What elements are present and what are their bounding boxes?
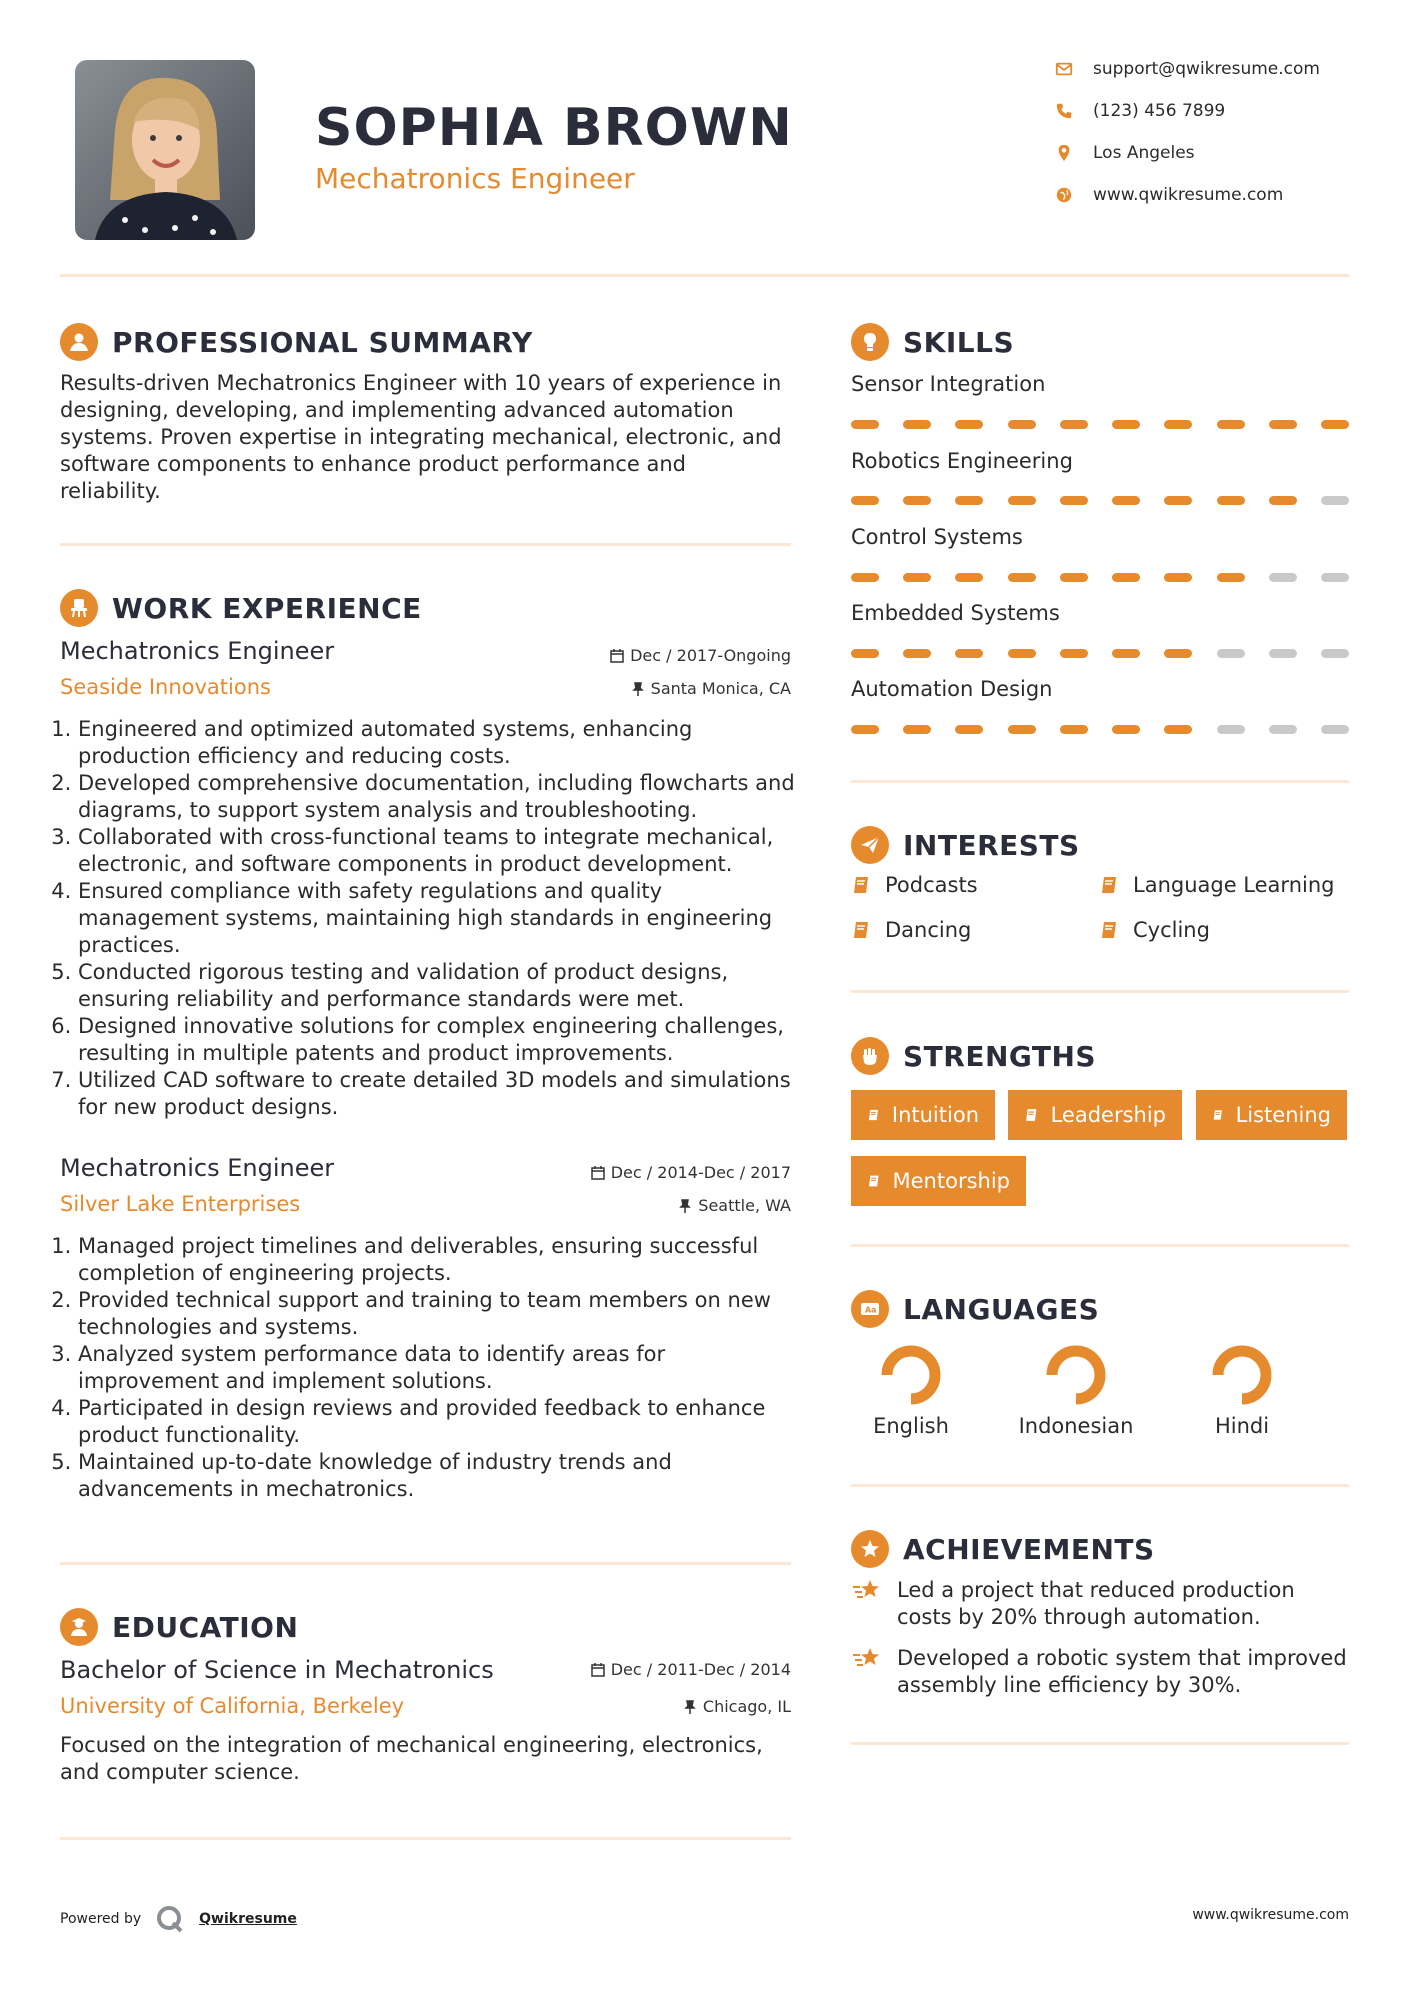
skill-dash-empty [1321,496,1349,505]
lightbulb-icon [851,323,889,361]
interest-item [851,918,971,942]
skill-name: Automation Design [851,677,1053,701]
contact-location [1055,143,1195,163]
skills-heading [851,323,1014,361]
experience-heading [60,589,422,627]
header-divider [60,274,1349,277]
strengths-heading [851,1037,1096,1075]
language-proficiency-arc [1052,1351,1100,1399]
summary-line: designing, developing, and implementing advanced automation [60,398,734,422]
book-icon [1212,1105,1224,1125]
interest-item [1099,918,1210,942]
skill-dash-filled [955,649,983,658]
qwikresume-link[interactable]: Qwikresume [199,1911,297,1927]
skill-level-bar [851,725,1349,735]
skill-dash-filled [1112,496,1140,505]
skill-dash-filled [1321,420,1349,429]
interest-label: Cycling [1133,918,1210,942]
list-item: 1. Managed project timelines and deliverables, ensuring successful completion of engineering projects. [78,1233,808,1287]
skill-dash-filled [1112,649,1140,658]
candidate-role: Mechatronics Engineer [315,162,635,195]
skills-divider [851,780,1349,783]
skill-dash-empty [1217,725,1245,734]
language-label: Indonesian [1018,1414,1134,1438]
languages-heading-text: LANGUAGES [903,1292,1100,1326]
education-description [60,1732,800,1786]
footer-website[interactable]: www.qwikresume.com [1192,1907,1349,1923]
skill-dash-filled [1164,420,1192,429]
interest-item [851,873,978,897]
education-location-text: Chicago, IL [702,1697,791,1716]
job-bullets [60,716,808,1121]
language-label: English [873,1414,949,1438]
experience-divider [60,1562,791,1565]
shooting-star-icon [851,1645,883,1673]
summary-line: software components to enhance product performance and [60,452,687,476]
skill-dash-filled [1112,420,1140,429]
skill-dash-filled [1060,573,1088,582]
pin-icon [683,1700,697,1714]
translate-icon [851,1290,889,1328]
skill-dash-empty [1269,573,1297,582]
skill-dash-filled [903,420,931,429]
list-item: 5. Maintained up-to-date knowledge of industry trends and advancements in mechatronics. [78,1449,808,1503]
skill-dash-filled [1008,649,1036,658]
skill-dash-filled [1164,649,1192,658]
language-proficiency-arc [1218,1351,1266,1399]
pin-icon [678,1199,692,1213]
job-title: Mechatronics Engineer [60,637,335,665]
skill-dash-filled [851,496,879,505]
contact-website-text: www.qwikresume.com [1093,185,1284,205]
list-item: 2. Provided technical support and training to team members on new technologies and systems. [78,1287,808,1341]
skill-dash-filled [1217,496,1245,505]
chair-icon [60,589,98,627]
pin-icon [631,682,645,696]
strength-tag [1008,1090,1182,1140]
language-item [1016,1344,1136,1438]
skill-dash-empty [1321,573,1349,582]
skill-dash-filled [1112,725,1140,734]
summary-divider [60,543,791,546]
list-item: 6. Designed innovative solutions for complex engineering challenges, resulting in multiple patents and product improvements. [78,1013,808,1067]
envelope-icon [1055,60,1073,78]
interests-divider [851,990,1349,993]
skill-dash-empty [1217,649,1245,658]
book-icon [1099,875,1119,895]
education-location [480,1697,791,1716]
skill-dash-filled [1164,573,1192,582]
skill-dash-filled [955,725,983,734]
skill-dash-filled [851,420,879,429]
list-item: 2. Developed comprehensive documentation, including flowcharts and diagrams, to support system analysis and troubleshooting. [78,770,808,824]
achievement-item [851,1577,1361,1631]
phone-icon [1055,102,1073,120]
interest-label: Language Learning [1133,873,1335,897]
book-icon [867,1171,881,1191]
skill-dash-filled [1060,420,1088,429]
skill-dash-filled [903,649,931,658]
skill-dash-filled [903,573,931,582]
graduate-icon [60,1608,98,1646]
skill-name: Sensor Integration [851,372,1046,396]
skill-dash-filled [903,496,931,505]
education-heading [60,1608,298,1646]
language-proficiency-ring [1211,1344,1273,1406]
book-icon [851,920,871,940]
language-proficiency-ring [1045,1344,1107,1406]
strength-tag [851,1156,1026,1206]
strength-label: Listening [1235,1103,1331,1127]
strength-label: Mentorship [892,1169,1010,1193]
experience-heading-text: WORK EXPERIENCE [112,591,422,625]
shooting-star-icon [851,1577,883,1605]
skill-dash-filled [1060,725,1088,734]
degree-title: Bachelor of Science in Mechatronics [60,1656,494,1684]
svg-text:A: A [865,1305,872,1315]
map-pin-icon [1055,144,1073,162]
skill-dash-filled [1008,496,1036,505]
achievement-item [851,1645,1361,1699]
summary-line: systems. Proven expertise in integrating mechanical, electronic, and [60,425,782,449]
list-item: 7. Utilized CAD software to create detailed 3D models and simulations for new product designs. [78,1067,808,1121]
calendar-icon [610,649,624,663]
list-item: 5. Conducted rigorous testing and validation of product designs, ensuring reliability and performance standards were met. [78,959,808,1013]
skill-dash-filled [1008,420,1036,429]
strengths-heading-text: STRENGTHS [903,1039,1097,1073]
skill-dash-filled [1008,725,1036,734]
skill-dash-filled [1269,496,1297,505]
profile-photo [75,60,255,240]
skill-name: Control Systems [851,525,1023,549]
skill-level-bar [851,420,1349,430]
languages-divider [851,1484,1349,1487]
skill-level-bar [851,496,1349,506]
job-company: Silver Lake Enterprises [60,1192,301,1216]
user-icon [60,323,98,361]
contact-email-text: support@qwikresume.com [1093,59,1320,79]
interests-heading-text: INTERESTS [903,828,1080,862]
skill-dash-empty [1321,725,1349,734]
skill-dash-filled [955,573,983,582]
powered-by-label: Powered by [60,1911,142,1927]
contact-location-text: Los Angeles [1093,143,1195,163]
candidate-name: SOPHIA BROWN [315,98,793,158]
job-location [480,679,791,698]
job-location-text: Seattle, WA [698,1196,791,1215]
language-item [851,1344,971,1438]
skill-level-bar [851,649,1349,659]
skill-name: Robotics Engineering [851,449,1073,473]
interest-item [1099,873,1334,897]
summary-line: reliability. [60,479,161,503]
language-label: Hindi [1214,1414,1270,1438]
skill-dash-empty [1321,649,1349,658]
skill-dash-filled [955,496,983,505]
job-title: Mechatronics Engineer [60,1154,335,1182]
job-dates-text: Dec / 2017-Ongoing [630,646,791,665]
list-item: 1. Engineered and optimized automated systems, enhancing production efficiency and reducing costs. [78,716,808,770]
skill-dash-filled [851,649,879,658]
svg-text:a: a [871,1305,877,1315]
summary-heading [60,323,533,361]
skill-dash-filled [1217,573,1245,582]
job-dates-text: Dec / 2014-Dec / 2017 [610,1163,791,1182]
skill-dash-empty [1269,649,1297,658]
job-bullets [60,1233,808,1503]
achievement-line: Developed a robotic system that improved [897,1646,1347,1670]
strength-label: Intuition [891,1103,979,1127]
raised-fist-icon [851,1037,889,1075]
globe-icon [1055,186,1073,204]
contact-email[interactable] [1055,59,1320,79]
education-line: and computer science. [60,1760,300,1784]
skill-dash-filled [1269,420,1297,429]
achievement-line: assembly line efficiency by 30%. [897,1673,1242,1697]
list-item: 4. Ensured compliance with safety regulations and quality management systems, maintaining high standards in engineering practices. [78,878,808,959]
paper-plane-icon [851,826,889,864]
education-line: Focused on the integration of mechanical engineering, electronics, [60,1733,763,1757]
star-badge-icon [851,1530,889,1568]
achievements-heading-text: ACHIEVEMENTS [903,1532,1155,1566]
skill-dash-empty [1269,725,1297,734]
skill-dash-filled [955,420,983,429]
skill-dash-filled [1008,573,1036,582]
skill-dash-filled [1060,649,1088,658]
contact-phone-text: (123) 456 7899 [1093,101,1226,121]
achievements-divider [851,1742,1349,1745]
book-icon [1099,920,1119,940]
school-name: University of California, Berkeley [60,1694,405,1718]
book-icon [851,875,871,895]
skill-dash-filled [851,725,879,734]
skill-dash-filled [1112,573,1140,582]
achievement-line: Led a project that reduced production [897,1578,1295,1602]
skill-name: Embedded Systems [851,601,1060,625]
list-item: 3. Collaborated with cross-functional teams to integrate mechanical, electronic, and software components in product development. [78,824,808,878]
skill-dash-filled [1164,725,1192,734]
job-location [480,1196,791,1215]
calendar-icon [591,1166,605,1180]
summary-heading-text: PROFESSIONAL SUMMARY [112,325,533,359]
education-dates-text: Dec / 2011-Dec / 2014 [610,1660,791,1679]
skill-dash-filled [1060,496,1088,505]
list-item: 4. Participated in design reviews and provided feedback to enhance product functionality. [78,1395,808,1449]
strength-tag [851,1090,995,1140]
skill-dash-filled [1217,420,1245,429]
job-company: Seaside Innovations [60,675,271,699]
language-proficiency-ring [880,1344,942,1406]
achievement-line: costs by 20% through automation. [897,1605,1261,1629]
strength-label: Leadership [1050,1103,1166,1127]
interest-label: Podcasts [885,873,978,897]
achievements-heading [851,1530,1155,1568]
summary-text [60,370,800,505]
education-heading-text: EDUCATION [112,1610,299,1644]
strength-tag [1196,1090,1347,1140]
book-icon [1024,1105,1039,1125]
summary-line: Results-driven Mechatronics Engineer with 10 years of experience in [60,371,782,395]
skill-dash-filled [851,573,879,582]
education-dates [480,1660,791,1679]
job-location-text: Santa Monica, CA [650,679,791,698]
book-icon [867,1105,880,1125]
job-dates [480,1163,791,1182]
interest-label: Dancing [885,918,972,942]
skills-heading-text: SKILLS [903,325,1015,359]
qwikresume-logo-icon [155,1904,185,1934]
education-divider [60,1837,791,1840]
contact-phone[interactable] [1055,101,1225,121]
interests-heading [851,826,1080,864]
language-proficiency-arc [887,1351,935,1399]
languages-heading [851,1290,1099,1328]
footer-powered-by [60,1904,297,1934]
calendar-icon [591,1663,605,1677]
skill-dash-filled [903,725,931,734]
skill-level-bar [851,573,1349,583]
language-item [1182,1344,1302,1438]
strengths-divider [851,1244,1349,1247]
job-dates [480,646,791,665]
contact-website[interactable] [1055,185,1283,205]
skill-dash-filled [1164,496,1192,505]
list-item: 3. Analyzed system performance data to identify areas for improvement and implement solutions. [78,1341,808,1395]
